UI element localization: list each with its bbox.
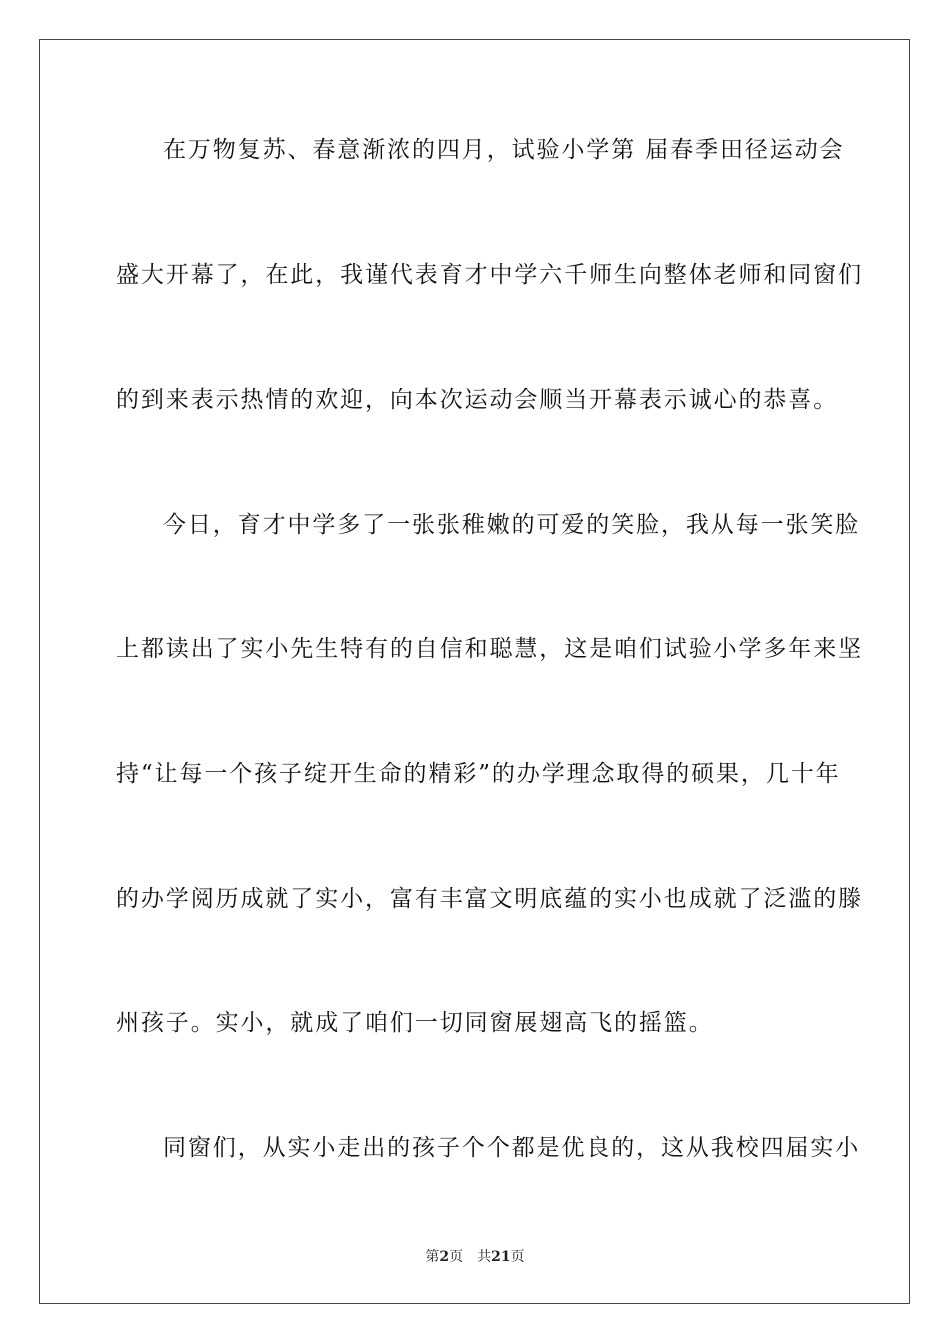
paragraph-line: 上都读出了实小先生特有的自信和聪慧，这是咱们试验小学多年来坚 [116, 636, 863, 662]
total-pages: 21 [491, 1249, 511, 1265]
paragraph-line: 持“让每一个孩子绽开生命的精彩”的办学理念取得的硕果，几十年 [116, 761, 841, 787]
page-border [39, 39, 910, 1304]
page-prefix: 第 [425, 1249, 440, 1265]
total-suffix: 页 [510, 1249, 525, 1265]
paragraph-line: 同窗们，从实小走出的孩子个个都是优良的，这从我校四届实小 [163, 1135, 861, 1161]
paragraph-line: 盛大开幕了，在此，我谨代表育才中学六千师生向整体老师和同窗们 [116, 262, 863, 288]
paragraph-line: 在万物复苏、春意渐浓的四月，试验小学第 届春季田径运动会 [163, 137, 845, 163]
paragraph-line: 今日，育才中学多了一张张稚嫩的可爱的笑脸，我从每一张笑脸 [163, 512, 861, 538]
paragraph-line: 州孩子。实小，就成了咱们一切同窗展翅高飞的摇篮。 [116, 1010, 714, 1036]
paragraph-line: 的到来表示热情的欢迎，向本次运动会顺当开幕表示诚心的恭喜。 [116, 387, 839, 413]
page-suffix: 页 [449, 1249, 464, 1265]
total-prefix: 共 [477, 1249, 492, 1265]
page-number: 2 [439, 1249, 450, 1265]
page-footer [0, 1248, 950, 1266]
paragraph-line: 的办学阅历成就了实小，富有丰富文明底蕴的实小也成就了泛滥的滕 [116, 886, 863, 912]
